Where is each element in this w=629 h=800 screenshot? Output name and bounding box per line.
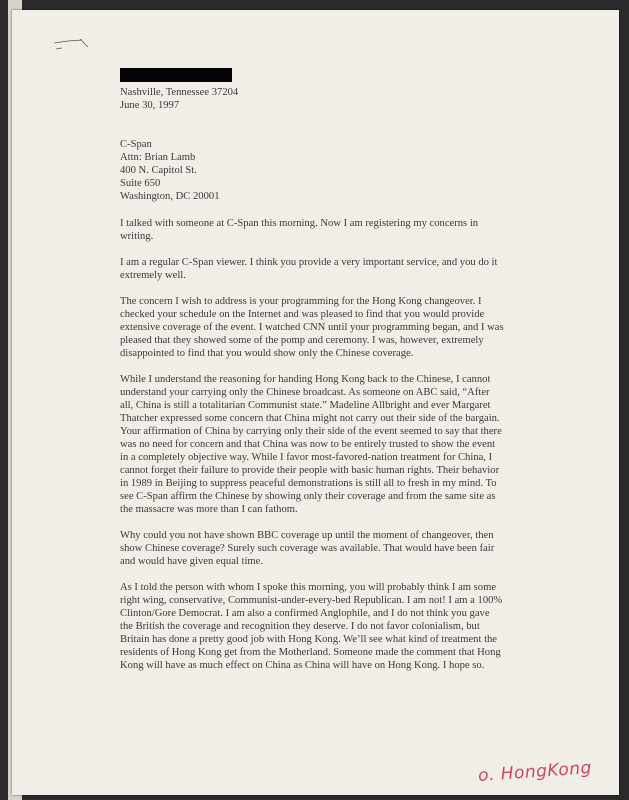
- sender-city-state: Nashville, Tennessee 37204: [120, 87, 239, 98]
- pencil-mark-icon: [52, 35, 92, 55]
- text-line: extensive coverage of the event. I watched CNN until your programming began, and I was: [120, 322, 504, 333]
- text-line: cannot forget their failure to provide their people with basic human rights. Their behavior: [120, 465, 500, 476]
- paragraph-3: [120, 295, 520, 360]
- text-line: disappointed to find that you would show only the Chinese coverage.: [120, 348, 414, 359]
- text-line: see C-Span affirm the Chinese by showing only their coverage and from the same site as: [120, 491, 496, 502]
- text-line: in a completely objective way. While I favor most-favored-nation treatment for China, I: [120, 452, 493, 463]
- text-line: the massacre was more than I can fathom.: [120, 504, 298, 515]
- text-line: and would have given equal time.: [120, 556, 263, 567]
- paragraph-5: [120, 529, 520, 568]
- text-line: was no need for concern and that China was now to be entirely trusted to show the event: [120, 439, 496, 450]
- text-line: right wing, conservative, Communist-under-every-bed Republican. I am not! I am a 100%: [120, 595, 503, 606]
- text-line: Thatcher expressed some concern that China might not carry out their side of the bargain.: [120, 413, 500, 424]
- recipient-line: Washington, DC 20001: [120, 191, 220, 202]
- text-line: While I understand the reasoning for handing Hong Kong back to the Chinese, I cannot: [120, 374, 491, 385]
- text-line: Clinton/Gore Democrat. I am also a confirmed Anglophile, and I do not think you gave: [120, 608, 490, 619]
- paragraph-2: [120, 256, 520, 282]
- redacted-sender-name: [120, 68, 232, 82]
- recipient-line: C-Span: [120, 139, 152, 150]
- text-line: checked your schedule on the Internet and was pleased to find that you would provide: [120, 309, 485, 320]
- text-line: Your affirmation of China by carrying only their side of the event seemed to say that there: [120, 426, 502, 437]
- text-line: Kong will have as much effect on China as China will have on Hong Kong. I hope so.: [120, 660, 485, 671]
- recipient-line: 400 N. Capitol St.: [120, 165, 197, 176]
- text-line: pleased that they showed some of the pomp and ceremony. I was, however, extremely: [120, 335, 484, 346]
- text-line: understand your carrying only the Chinese broadcast. As someone on ABC said, “After: [120, 387, 490, 398]
- paragraph-1: [120, 217, 520, 243]
- text-line: I am a regular C-Span viewer. I think you provide a very important service, and you do it: [120, 257, 498, 268]
- text-line: The concern I wish to address is your programming for the Hong Kong changeover. I: [120, 296, 482, 307]
- recipient-address: [120, 138, 520, 203]
- paragraph-6: [120, 581, 520, 672]
- text-line: Britain has done a pretty good job with Hong Kong. We’ll see what kind of treatment the: [120, 634, 498, 645]
- handwritten-filing-note: o. HongKong: [477, 758, 593, 786]
- text-line: writing.: [120, 231, 154, 242]
- text-line: show Chinese coverage? Surely such coverage was available. That would have been fair: [120, 543, 495, 554]
- text-line: residents of Hong Kong get from the Motherland. Someone made the comment that Hong: [120, 647, 501, 658]
- text-line: Why could you not have shown BBC coverage up until the moment of changeover, then: [120, 530, 494, 541]
- text-line: in 1989 in Beijing to suppress peaceful demonstrations is still all to fresh in my mind. To: [120, 478, 497, 489]
- text-line: the British the coverage and recognition they deserve. I do not favor colonialism, but: [120, 621, 480, 632]
- paragraph-4: [120, 373, 520, 516]
- text-line: I talked with someone at C-Span this morning. Now I am registering my concerns in: [120, 218, 479, 229]
- text-line: all, China is still a totalitarian Communist state.” Madeline Allbright and ever Margaret: [120, 400, 491, 411]
- text-line: extremely well.: [120, 270, 186, 281]
- letter-date: June 30, 1997: [120, 100, 180, 111]
- recipient-line: Suite 650: [120, 178, 161, 189]
- letter-body: [120, 68, 520, 672]
- text-line: As I told the person with whom I spoke this morning, you will probably think I am some: [120, 582, 497, 593]
- recipient-line: Attn: Brian Lamb: [120, 152, 196, 163]
